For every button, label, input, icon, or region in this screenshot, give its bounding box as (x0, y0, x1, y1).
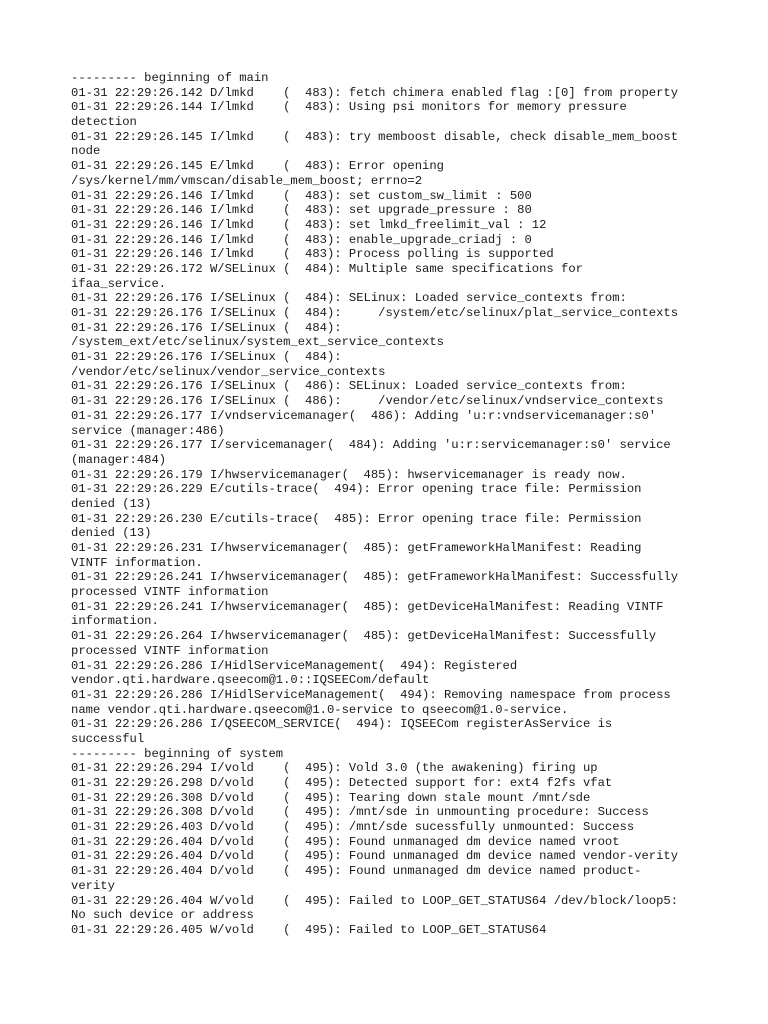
log-line: 01-31 22:29:26.142 D/lmkd ( 483): fetch chimera enabled flag :[0] from property (71, 85, 679, 100)
log-line: denied (13) (71, 496, 152, 511)
log-line: 01-31 22:29:26.286 I/QSEECOM_SERVICE( 494): IQSEECom registerAsService is (71, 717, 613, 732)
log-line: /sys/kernel/mm/vmscan/disable_mem_boost; errno=2 (71, 173, 423, 188)
log-line: information. (71, 614, 159, 629)
log-line: 01-31 22:29:26.298 D/vold ( 495): Detected support for: ext4 f2fs vfat (71, 776, 613, 790)
log-line: 01-31 22:29:26.179 I/hwservicemanager( 485): hwservicemanager is ready now. (71, 467, 627, 482)
log-line: 01-31 22:29:26.146 I/lmkd ( 483): set custom_sw_limit : 500 (71, 188, 532, 203)
log-line: 01-31 22:29:26.308 D/vold ( 495): Tearing down stale mount /mnt/sde (71, 790, 591, 805)
log-line: 01-31 22:29:26.176 I/SELinux ( 484): /system/etc/selinux/plat_service_contexts (71, 306, 679, 320)
log-line: 01-31 22:29:26.145 I/lmkd ( 483): try memboost disable, check disable_mem_boost (71, 129, 679, 144)
log-line: processed VINTF information (71, 643, 269, 658)
log-line: No such device or address (71, 908, 254, 923)
log-line: 01-31 22:29:26.177 I/vndservicemanager( 486): Adding 'u:r:vndservicemanager:s0' (71, 408, 657, 423)
log-line: name vendor.qti.hardware.qseecom@1.0-service to qseecom@1.0-service. (71, 702, 569, 717)
log-line: denied (13) (71, 526, 152, 541)
log-line: 01-31 22:29:26.294 I/vold ( 495): Vold 3.0 (the awakening) firing up (71, 761, 598, 776)
log-line: 01-31 22:29:26.144 I/lmkd ( 483): Using psi monitors for memory pressure (71, 100, 627, 115)
log-line: successful (71, 731, 145, 746)
log-line: /system_ext/etc/selinux/system_ext_service_contexts (71, 335, 444, 350)
log-line: 01-31 22:29:26.176 I/SELinux ( 486): /vendor/etc/selinux/vndservice_contexts (71, 394, 664, 409)
log-line: 01-31 22:29:26.286 I/HidlServiceManagement( 494): Registered (71, 658, 518, 673)
log-line: 01-31 22:29:26.231 I/hwservicemanager( 485): getFrameworkHalManifest: Reading (71, 541, 642, 555)
log-line: 01-31 22:29:26.405 W/vold ( 495): Failed to LOOP_GET_STATUS64 (71, 922, 547, 937)
log-line: --------- beginning of main (71, 71, 269, 85)
log-line: node (71, 144, 101, 159)
log-line: --------- beginning of system (71, 746, 284, 761)
log-line: 01-31 22:29:26.404 D/vold ( 495): Found unmanaged dm device named vroot (71, 834, 620, 849)
log-line: service (manager:486) (71, 423, 225, 438)
log-line: 01-31 22:29:26.404 D/vold ( 495): Found unmanaged dm device named vendor-verity (71, 849, 679, 864)
log-line: 01-31 22:29:26.229 E/cutils-trace( 494): Error opening trace file: Permission (71, 482, 642, 497)
log-line: 01-31 22:29:26.241 I/hwservicemanager( 485): getDeviceHalManifest: Reading VINTF (71, 599, 664, 614)
log-line: 01-31 22:29:26.145 E/lmkd ( 483): Error opening (71, 159, 444, 174)
log-line: 01-31 22:29:26.146 I/lmkd ( 483): enable_upgrade_criadj : 0 (71, 232, 532, 247)
log-line: 01-31 22:29:26.146 I/lmkd ( 483): set lmkd_freelimit_val : 12 (71, 217, 547, 232)
log-line: verity (71, 878, 115, 893)
log-line: ifaa_service. (71, 276, 167, 291)
log-line: 01-31 22:29:26.286 I/HidlServiceManagement( 494): Removing namespace from process (71, 687, 671, 702)
log-line: 01-31 22:29:26.146 I/lmkd ( 483): set upgrade_pressure : 80 (71, 203, 532, 218)
log-line: 01-31 22:29:26.176 I/SELinux ( 484): (71, 350, 342, 365)
log-line: 01-31 22:29:26.176 I/SELinux ( 484): (71, 320, 342, 335)
log-line: 01-31 22:29:26.146 I/lmkd ( 483): Process polling is supported (71, 247, 554, 262)
log-line: /vendor/etc/selinux/vendor_service_contexts (71, 364, 386, 379)
log-line: 01-31 22:29:26.264 I/hwservicemanager( 485): getDeviceHalManifest: Successfully (71, 629, 657, 644)
log-line: VINTF information. (71, 555, 203, 570)
log-line: 01-31 22:29:26.308 D/vold ( 495): /mnt/sde in unmounting procedure: Success (71, 805, 649, 820)
log-line: 01-31 22:29:26.230 E/cutils-trace( 485): Error opening trace file: Permission (71, 511, 642, 526)
log-line: 01-31 22:29:26.172 W/SELinux ( 484): Multiple same specifications for (71, 261, 583, 276)
log-line: 01-31 22:29:26.177 I/servicemanager( 484): Adding 'u:r:servicemanager:s0' service (71, 438, 671, 453)
log-line: 01-31 22:29:26.404 W/vold ( 495): Failed to LOOP_GET_STATUS64 /dev/block/loop5: (71, 893, 679, 908)
log-page (71, 71, 711, 938)
log-line: 01-31 22:29:26.176 I/SELinux ( 486): SELinux: Loaded service_contexts from: (71, 379, 627, 394)
log-line: 01-31 22:29:26.241 I/hwservicemanager( 485): getFrameworkHalManifest: Successfully (71, 570, 679, 585)
log-line: 01-31 22:29:26.176 I/SELinux ( 484): SELinux: Loaded service_contexts from: (71, 291, 627, 306)
log-line: 01-31 22:29:26.403 D/vold ( 495): /mnt/sde sucessfully unmounted: Success (71, 820, 635, 835)
log-line: 01-31 22:29:26.404 D/vold ( 495): Found unmanaged dm device named product- (71, 864, 642, 879)
log-line: vendor.qti.hardware.qseecom@1.0::IQSEECom/default (71, 673, 430, 688)
log-line: (manager:484) (71, 452, 167, 467)
log-line: processed VINTF information (71, 585, 269, 600)
log-line: detection (71, 115, 137, 130)
